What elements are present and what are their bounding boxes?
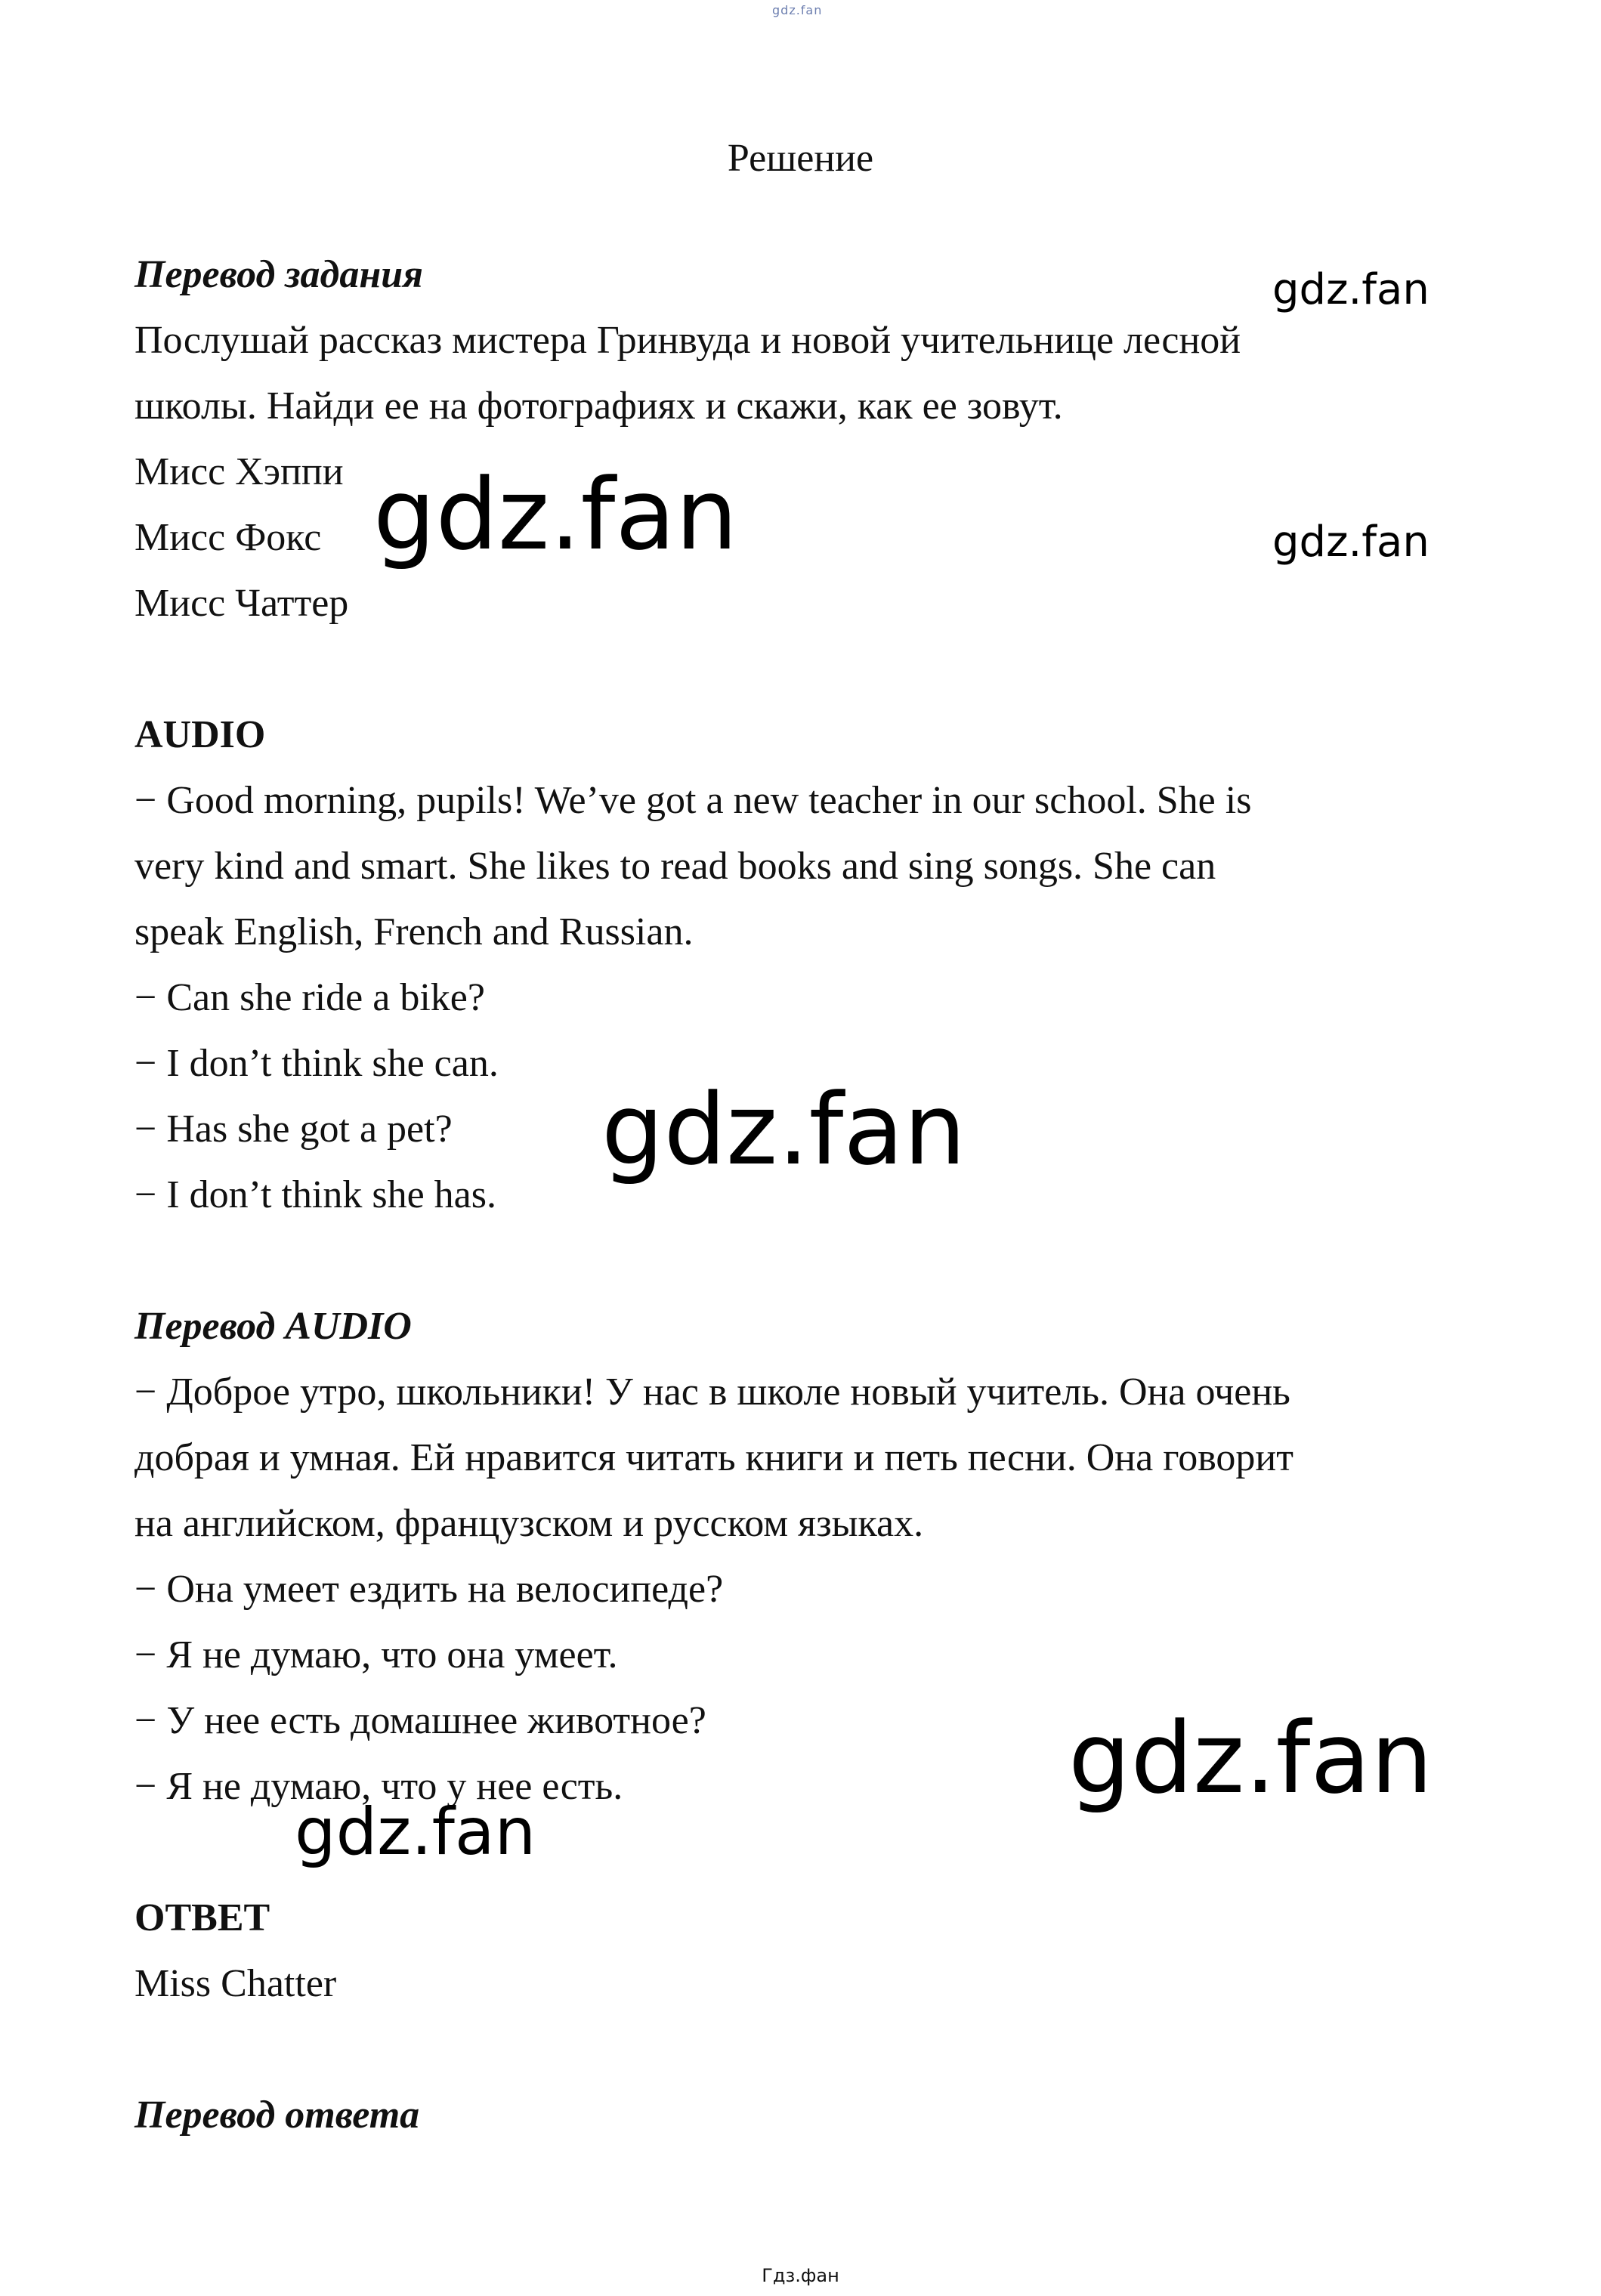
watermark: gdz.fan (1068, 1701, 1433, 1815)
watermark: gdz.fan (295, 1794, 536, 1870)
audio-line: − I don’t think she can. (134, 1042, 499, 1085)
audio-line: very kind and smart. She likes to read books and sing songs. She can (134, 845, 1216, 888)
audio-heading: AUDIO (134, 713, 266, 756)
audio-translation-line: на английском, французском и русском языках. (134, 1502, 924, 1545)
audio-translation-heading: Перевод AUDIO (134, 1305, 412, 1348)
answer-translation-heading: Перевод ответа (134, 2094, 420, 2137)
page-title: Решение (727, 137, 874, 180)
audio-translation-line: добрая и умная. Ей нравится читать книги и петь песни. Она говорит (134, 1436, 1293, 1479)
task-line: Послушай рассказ мистера Гринвуда и новой учительнице лесной (134, 319, 1241, 362)
spacer (134, 1228, 1479, 1293)
answer-text: Miss Chatter (134, 1962, 337, 2005)
option-miss-fox: Мисс Фокс (134, 516, 322, 559)
audio-translation-line: − Она умеет ездить на велосипеде? (134, 1568, 724, 1611)
audio-line: − I don’t think she has. (134, 1173, 496, 1216)
watermark: gdz.fan (1272, 265, 1429, 314)
audio-line: − Can she ride a bike? (134, 976, 485, 1019)
audio-line: − Has she got a pet? (134, 1108, 453, 1151)
answer-heading: ОТВЕТ (134, 1896, 270, 1939)
audio-translation-line: − Доброе утро, школьники! У нас в школе новый учитель. Она очень (134, 1370, 1290, 1414)
spacer (134, 2016, 1479, 2082)
audio-translation-line: − Я не думаю, что у нее есть. (134, 1765, 623, 1808)
audio-translation-line: − У нее есть домашнее животное? (134, 1699, 706, 1742)
task-translation-heading: Перевод задания (134, 253, 423, 296)
audio-line: − Good morning, pupils! We’ve got a new teacher in our school. She is (134, 779, 1252, 822)
page-footer: Гдз.фан (762, 2265, 839, 2286)
option-miss-chatter: Мисс Чаттер (134, 582, 349, 625)
watermark: gdz.fan (601, 1072, 966, 1187)
watermark: gdz.fan (373, 457, 738, 572)
watermark: gdz.fan (1272, 518, 1429, 567)
task-line: школы. Найди ее на фотографиях и скажи, как ее зовут. (134, 385, 1063, 428)
audio-line: speak English, French and Russian. (134, 910, 694, 953)
audio-translation-line: − Я не думаю, что она умеет. (134, 1633, 618, 1676)
watermark-top: gdz.fan (772, 3, 823, 17)
spacer (134, 636, 1479, 702)
option-miss-happy: Мисс Хэппи (134, 450, 344, 493)
